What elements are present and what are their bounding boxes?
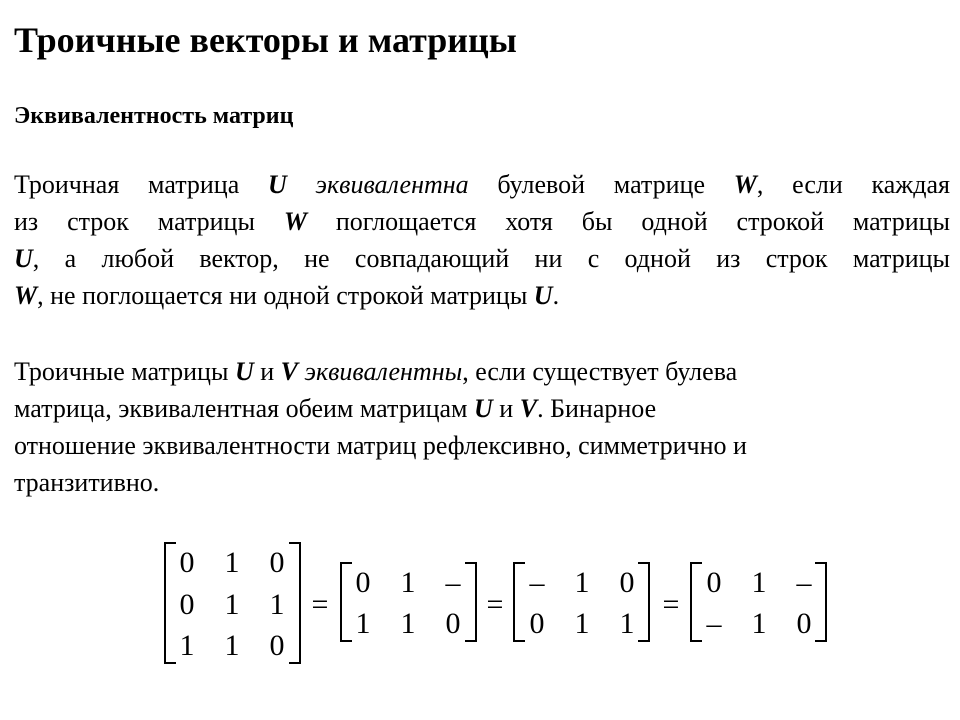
matrix-4-right-bracket [815,563,826,641]
matrix-3-cell: 1 [619,607,635,640]
matrix-symbol-u: U [14,244,33,273]
text-run: , если каждая [756,170,950,199]
matrix-1-cell: 1 [224,629,240,662]
matrix-4-cell: – [706,607,722,640]
matrix-4-cell: 0 [706,566,722,599]
matrix-1-right-bracket [289,543,300,663]
matrix-2-left-bracket [341,563,352,641]
matrix-3-cell: 1 [574,566,590,599]
text-run: и [492,394,520,423]
text-run: , не поглощается ни одной строкой матрицы [37,281,534,310]
section-subtitle: Эквивалентность матриц [14,103,294,129]
text-run: Троичные матрицы [14,357,235,386]
matrix-symbol-v: V [519,394,538,423]
text-run: булевой матрице [468,170,734,199]
text-run: . [552,281,560,310]
matrix-symbol-v: V [280,357,298,386]
matrix-2-cell: – [445,566,461,599]
matrix-4-cell: 1 [751,566,767,599]
matrix-1-cell: 0 [269,546,285,579]
matrix-3-cell: 0 [529,607,545,640]
text-run: , если существует булева [462,357,738,386]
text-run: поглощается хотя бы одной строкой матрицы [306,207,951,236]
matrix-4-cell: 0 [796,607,812,640]
equals-sign: = [311,588,329,621]
matrix-symbol-u: U [268,170,287,199]
matrix-2-cell: 1 [355,607,371,640]
matrix-1-cell: 1 [224,546,240,579]
matrix-1-cell: 1 [179,629,195,662]
text-run: матрица, эквивалентная обеим матрицам [14,394,475,423]
text-run: . Бинарное [537,394,657,423]
matrix-1-cell: 1 [224,588,240,621]
matrix-3-cell: – [529,566,545,599]
matrix-symbol-u: U [234,357,254,386]
matrix-2-right-bracket [465,563,476,641]
matrix-4-cell: – [796,566,812,599]
equals-sign: = [662,588,680,621]
text-run: и [253,357,281,386]
matrix-symbol-w: W [283,207,307,236]
matrix-symbol-u: U [533,281,553,310]
matrix-symbol-u: U [474,394,493,423]
matrix-1-cell: 0 [269,629,285,662]
matrix-1-cell: 1 [269,588,285,621]
matrix-symbol-w: W [733,170,757,199]
term-equivalent: эквивалентны [297,357,463,386]
matrix-3-cell: 0 [619,566,635,599]
matrix-symbol-w: W [14,281,38,310]
matrix-3-cell: 1 [574,607,590,640]
matrix-2-cell: 0 [355,566,371,599]
matrix-2-cell: 1 [400,607,416,640]
matrix-4-left-bracket [691,563,702,641]
matrix-3-left-bracket [514,563,525,641]
page-title: Троичные векторы и матрицы [14,20,517,60]
matrix-4-cell: 1 [751,607,767,640]
matrix-2-cell: 1 [400,566,416,599]
term-equivalent: эквивалентна [286,170,469,199]
text-run: из строк матрицы [14,207,284,236]
matrix-1-cell: 0 [179,588,195,621]
matrix-2-cell: 0 [445,607,461,640]
matrix-1-left-bracket [165,543,176,663]
paragraph-2-line-4: транзитивно. [14,468,160,497]
text-run: Троичная матрица [14,170,268,199]
matrix-1-cell: 0 [179,546,195,579]
paragraph-2-line-3: отношение эквивалентности матриц рефлексивно, симметрично и [14,431,747,460]
equals-sign: = [486,588,504,621]
text-run: , а любой вектор, не совпадающий ни с одной из строк матрицы [32,244,950,273]
matrix-3-right-bracket [638,563,649,641]
